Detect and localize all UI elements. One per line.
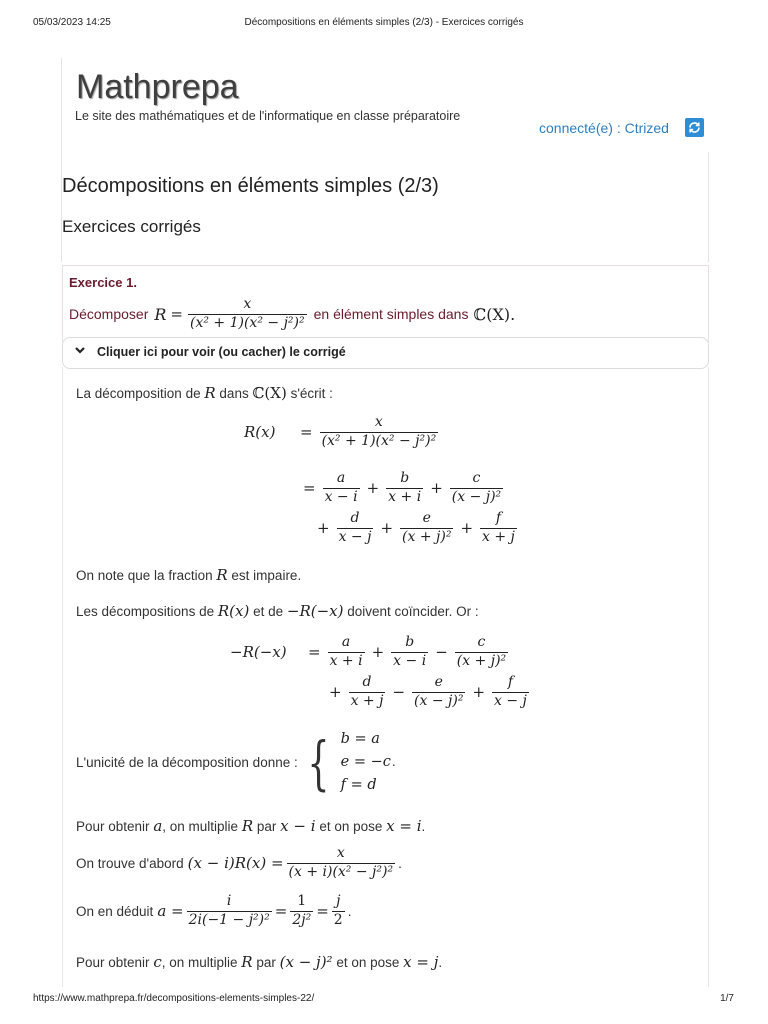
numerator: b [405,634,415,650]
solution-first [76,845,402,881]
connection-status[interactable]: connecté(e) : Ctrized [539,120,669,136]
site-tagline: Le site des mathématiques et de l'informatique en classe préparatoire [75,109,461,123]
denominator: x − i [324,488,358,505]
math-r: R [154,304,167,324]
text: et on pose [336,955,400,970]
math-expr: (x − j)² [279,953,333,971]
divider [61,58,62,153]
fraction [320,414,439,450]
fraction [328,634,365,670]
denominator: x − j [338,528,372,545]
math-expr: (x − i)R(x) = [187,854,284,872]
text: et de [253,604,284,619]
equation-decomposition-line2 [299,470,506,506]
equation-decomposition-line3 [313,510,520,546]
denominator: x − j [494,692,527,709]
text: dans [219,386,249,401]
math-op: + [472,683,486,701]
print-datetime: 05/03/2023 14:25 [33,17,111,28]
fraction [290,893,313,929]
denominator: 2 [333,911,343,928]
fraction-numerator: x [243,296,252,312]
math-op: + [366,479,380,497]
fraction [412,674,465,710]
math-r: R [216,566,228,584]
math-op: + [329,683,342,701]
fraction [188,296,307,332]
equation-minus-r-line1 [230,634,511,670]
fraction [287,845,396,881]
math-op: + [380,519,394,537]
numerator: d [362,674,372,690]
numerator: e [434,674,443,690]
math-lhs: R(x) [244,423,276,441]
denominator: x + i [329,652,363,669]
math-r: R [204,384,216,402]
numerator: a [341,634,351,650]
numerator: x [336,845,345,861]
math-var: c [153,953,162,971]
math-field: ℂ(X). [473,304,516,324]
math-equals: = [303,479,316,497]
text: est impaire. [231,568,302,583]
exercise-title: Exercice 1. [69,275,137,290]
denominator: 2i(−1 − j²)² [188,911,270,928]
solution-intro [76,384,333,402]
solution-deduce [76,893,351,929]
text: . [421,819,426,834]
math-expr: R(x) [217,602,250,620]
math-r: R [241,953,253,971]
numerator: f [495,510,502,526]
text: , on multiplie [162,819,239,834]
fraction [337,510,374,546]
equation-system [341,728,391,797]
denominator: (x + j)² [456,652,507,669]
print-title: Décompositions en éléments simples (2/3) - Exercices corrigés [244,17,524,28]
denominator: (x − j)² [414,692,464,709]
solution-unicity [76,728,396,797]
text: , on multiplie [161,955,238,970]
math-expr: a = [157,902,184,920]
math-op: + [371,643,385,661]
text: On en déduit [76,903,154,919]
numerator: a [336,470,346,486]
text: et on pose [319,819,383,834]
numerator: b [400,470,410,486]
system-line: e = −c [340,754,391,770]
math-equals: = [274,902,288,920]
text: L'unicité de la décomposition donne : [76,755,298,770]
equation-minus-r-line2 [325,674,532,710]
chevron-down-icon[interactable] [74,343,86,359]
exercise-text-after: en élément simples dans [313,306,469,322]
solution-note [76,566,301,584]
numerator: i [226,893,232,909]
system-line: b = a [340,731,380,747]
text: On note que la fraction [76,568,213,583]
text: . [398,855,402,871]
solution-toggle-label[interactable]: Cliquer ici pour voir (ou cacher) le corrigé [97,345,346,359]
math-field: ℂ(X) [252,384,287,402]
text: par [256,819,277,834]
math-equals: = [308,643,321,661]
math-op: + [460,519,474,537]
solution-obtain-c [76,953,442,971]
math-r: R [241,817,254,835]
fraction [400,510,453,546]
numerator: f [507,674,514,690]
exercise-box [62,265,709,342]
math-equals: = [300,423,313,441]
fraction [450,470,503,506]
numerator: c [477,634,486,650]
text: Les décompositions de [76,604,215,619]
equation-decomposition-line1 [244,414,441,450]
solution-compare [76,602,479,620]
text: s'écrit : [290,386,333,401]
math-op: + [430,479,443,497]
text: Pour obtenir [76,819,150,834]
page-title: Décompositions en éléments simples (2/3) [62,175,439,197]
math-expr: −R(−x) [286,602,344,620]
math-equals: = [170,305,183,323]
denominator: (x − j)² [451,488,502,505]
text: La décomposition de [76,386,201,401]
numerator: d [350,510,360,526]
math-expr: x = j [403,953,439,971]
text: On trouve d'abord [76,855,184,871]
math-expr: x = i [386,817,422,835]
fraction [323,470,360,506]
fraction-denominator: (x² + 1)(x² − j²)² [190,314,305,331]
fraction [386,470,423,506]
fraction [492,674,529,710]
solution-obtain-a [76,817,425,835]
math-lhs: −R(−x) [230,643,287,661]
divider [61,152,62,262]
numerator: 1 [297,893,307,909]
solution-toggle[interactable] [62,337,709,369]
fraction [480,510,517,546]
math-op: − [392,683,406,701]
fraction [332,893,345,929]
page-number: 1/7 [720,993,734,1004]
site-logo[interactable]: Mathprepa [76,68,239,106]
denominator: x + i [388,488,422,505]
denominator: x + j [482,528,515,545]
exercise-text-before: Décomposer [69,306,149,322]
denominator: (x + j)² [402,528,452,545]
system-line: f = d [340,777,377,793]
math-equals: = [316,902,329,920]
math-op: + [317,519,330,537]
numerator: j [336,893,341,909]
text: par [256,955,276,970]
numerator: e [422,510,431,526]
math-op: − [435,643,448,661]
numerator: x [374,414,383,430]
denominator: (x² + 1)(x² − j²)² [321,432,437,449]
fraction [455,634,508,670]
numerator: c [472,470,481,486]
denominator: x − i [393,652,427,669]
denominator: x + j [350,692,384,709]
math-var: a [153,817,163,835]
text: Pour obtenir [76,955,150,970]
denominator: 2j² [292,911,312,928]
refresh-icon[interactable] [685,118,704,137]
page-subtitle: Exercices corrigés [62,217,201,236]
exercise-statement [69,296,515,332]
brace-symbol: { [307,728,330,797]
text: doivent coïncider. Or : [347,604,479,619]
divider [708,152,709,262]
denominator: (x + i)(x² − j²)² [288,863,394,880]
fraction [349,674,386,710]
text: . [438,955,443,970]
math-expr: x − i [280,817,316,835]
text: . [347,903,352,919]
text: . [391,754,396,769]
fraction [391,634,428,670]
print-url[interactable]: https://www.mathprepa.fr/decompositions-elements-simples-22/ [33,993,315,1004]
fraction [187,893,272,929]
